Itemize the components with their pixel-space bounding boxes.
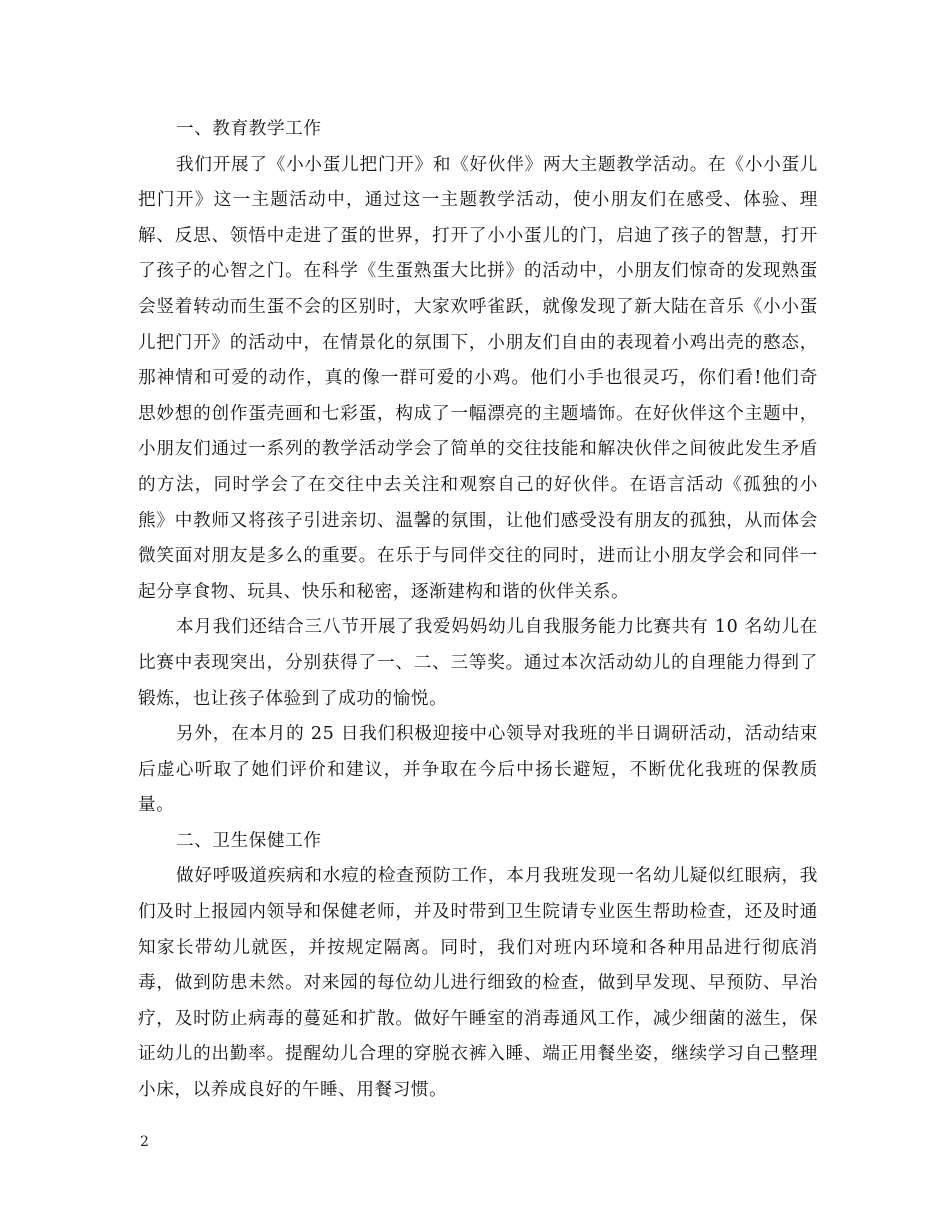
paragraph-womens-day-contest: 本月我们还结合三八节开展了我爱妈妈幼儿自我服务能力比赛共有 10 名幼儿在比赛中表现突出，分别获得了一、二、三等奖。通过本次活动幼儿的自理能力得到了锻炼，也让孩子体验到了成功的愉悦。 — [138, 617, 818, 709]
document-body — [138, 112, 818, 1109]
paragraph-health-prevention: 做好呼吸道疾病和水痘的检查预防工作，本月我班发现一名幼儿疑似红眼病，我们及时上报园内领导和保健老师，并及时带到卫生院请专业医生帮助检查，还及时通知家长带幼儿就医，并按规定隔离。同时，我们对班内环境和各种用品进行彻底消毒，做到防患未然。对来园的每位幼儿进行细致的检查，做到早发现、早预防、早治疗，及时防止病毒的蔓延和扩散。做好午睡室的消毒通风工作，减少细菌的滋生，保证幼儿的出勤率。提醒幼儿合理的穿脱衣裤入睡、端正用餐坐姿，继续学习自己整理小床，以养成良好的午睡、用餐习惯。 — [138, 866, 818, 1101]
page-number: 2 — [140, 1134, 149, 1150]
paragraph-inspection-visit: 另外，在本月的 25 日我们积极迎接中心领导对我班的半日调研活动，活动结束后虚心听取了她们评价和建议，并争取在今后中扬长避短，不断优化我班的保教质量。 — [138, 724, 818, 816]
section-heading-education: 一、教育教学工作 — [176, 119, 322, 139]
section-heading-health: 二、卫生保健工作 — [176, 830, 322, 851]
paragraph-theme-activities: 我们开展了《小小蛋儿把门开》和《好伙伴》两大主题教学活动。在《小小蛋儿把门开》这一主题活动中，通过这一主题教学活动，使小朋友们在感受、体验、理解、反思、领悟中走进了蛋的世界，打开了小小蛋儿的门，启迪了孩子的智慧，打开了孩子的心智之门。在科学《生蛋熟蛋大比拼》的活动中，小朋友们惊奇的发现熟蛋会竖着转动而生蛋不会的区别时，大家欢呼雀跃，就像发现了新大陆在音乐《小小蛋儿把门开》的活动中，在情景化的氛围下，小朋友们自由的表现着小鸡出壳的憨态，那神情和可爱的动作，真的像一群可爱的小鸡。他们小手也很灵巧，你们看!他们奇思妙想的创作蛋壳画和七彩蛋，构成了一幅漂亮的主题墙饰。在好伙伴这个主题中，小朋友们通过一系列的教学活动学会了简单的交往技能和解决伙伴之间彼此发生矛盾的方法，同时学会了在交往中去关注和观察自己的好伙伴。在语言活动《孤独的小熊》中教师又将孩子引进亲切、温馨的氛围，让他们感受没有朋友的孤独，从而体会微笑面对朋友是多么的重要。在乐于与同伴交往的同时，进而让小朋友学会和同伴一起分享食物、玩具、快乐和秘密，逐渐建构和谐的伙伴关系。 — [138, 154, 818, 602]
